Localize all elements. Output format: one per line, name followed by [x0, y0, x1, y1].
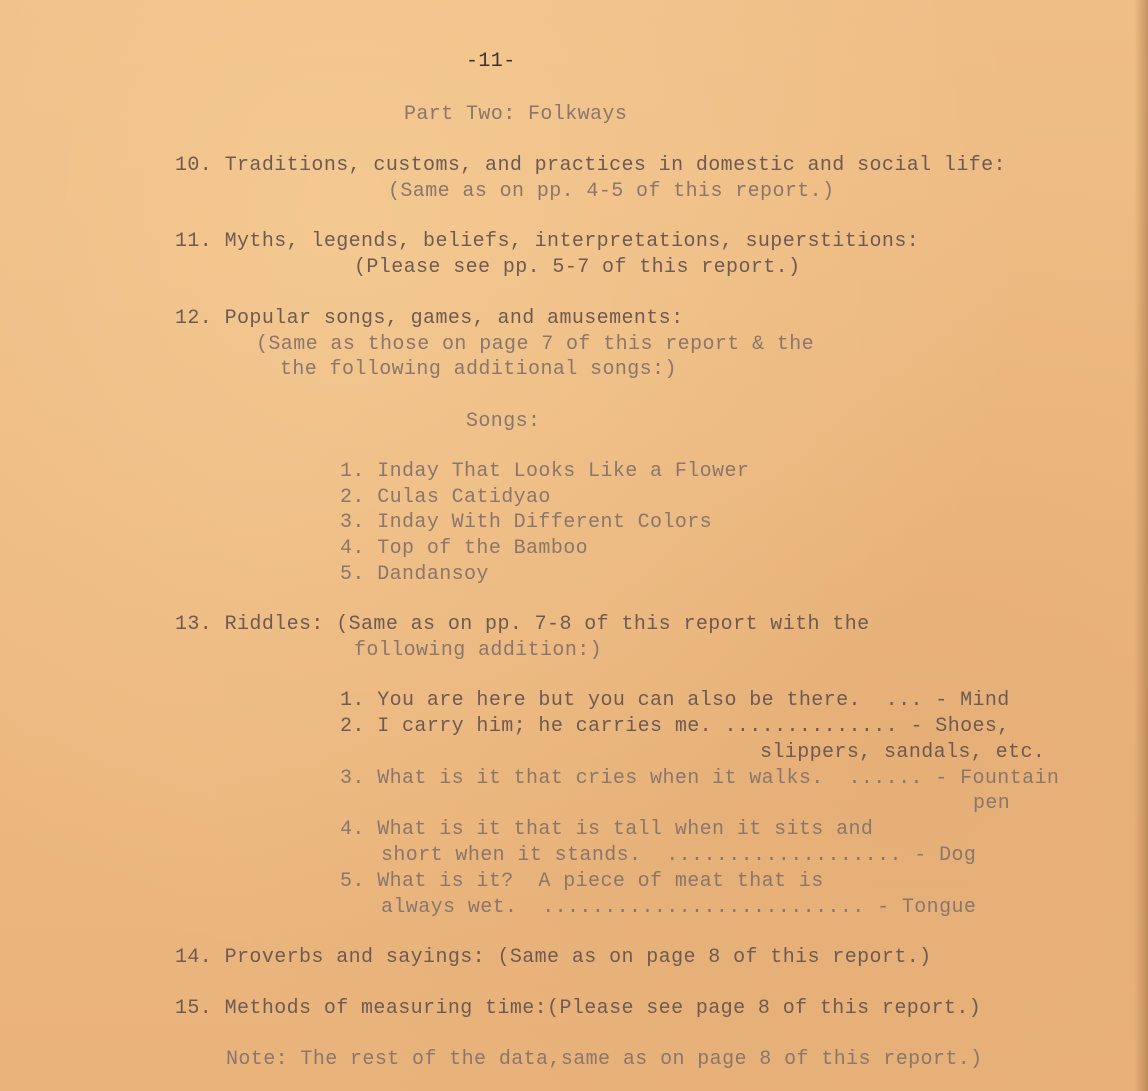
riddle-2-answer-cont: slippers, sandals, etc.: [760, 741, 1046, 764]
riddle-5-line1: 5. What is it? A piece of meat that is: [340, 870, 824, 893]
song-item: 2. Culas Catidyao: [340, 486, 551, 509]
song-item: 4. Top of the Bamboo: [340, 537, 589, 560]
riddle-1: 1. You are here but you can also be there. ... - Mind: [340, 689, 1010, 712]
song-item: 3. Inday With Different Colors: [340, 511, 713, 534]
song-item: 5. Dandansoy: [340, 563, 489, 586]
riddle-4-line1: 4. What is it that is tall when it sits and: [340, 818, 874, 841]
section-10-title: 10. Traditions, customs, and practices in domestic and social life:: [175, 154, 1006, 177]
riddle-5-line2: always wet. .......................... - Tongue: [381, 896, 977, 919]
part-heading: Part Two: Folkways: [404, 103, 628, 126]
section-14-title: 14. Proverbs and sayings: (Same as on page 8 of this report.): [175, 946, 932, 969]
riddle-4-line2: short when it stands. ................... - Dog: [381, 844, 977, 867]
riddle-3-answer-cont: pen: [973, 792, 1011, 815]
section-10-note: (Same as on pp. 4-5 of this report.): [388, 180, 835, 203]
section-12-note-line1: (Same as those on page 7 of this report & the: [256, 333, 815, 356]
section-11-title: 11. Myths, legends, beliefs, interpretations, superstitions:: [175, 230, 920, 253]
page-number: -11-: [466, 50, 516, 73]
songs-heading: Songs:: [466, 410, 541, 433]
riddle-2-line1: 2. I carry him; he carries me. .............. - Shoes,: [340, 715, 1010, 738]
section-15-title: 15. Methods of measuring time:(Please see page 8 of this report.): [175, 997, 982, 1020]
section-13-title: 13. Riddles: (Same as on pp. 7-8 of this report with the: [175, 613, 870, 636]
section-12-note-line2: the following additional songs:): [280, 358, 677, 381]
closing-note: Note: The rest of the data,same as on page 8 of this report.): [226, 1048, 983, 1071]
page-edge-shadow: [1134, 0, 1148, 1091]
section-13-title-cont: following addition:): [354, 639, 603, 662]
section-11-note: (Please see pp. 5-7 of this report.): [354, 256, 801, 279]
section-12-title: 12. Popular songs, games, and amusements:: [175, 307, 684, 330]
song-item: 1. Inday That Looks Like a Flower: [340, 460, 750, 483]
riddle-3-line1: 3. What is it that cries when it walks. ...... - Fountain: [340, 767, 1060, 790]
